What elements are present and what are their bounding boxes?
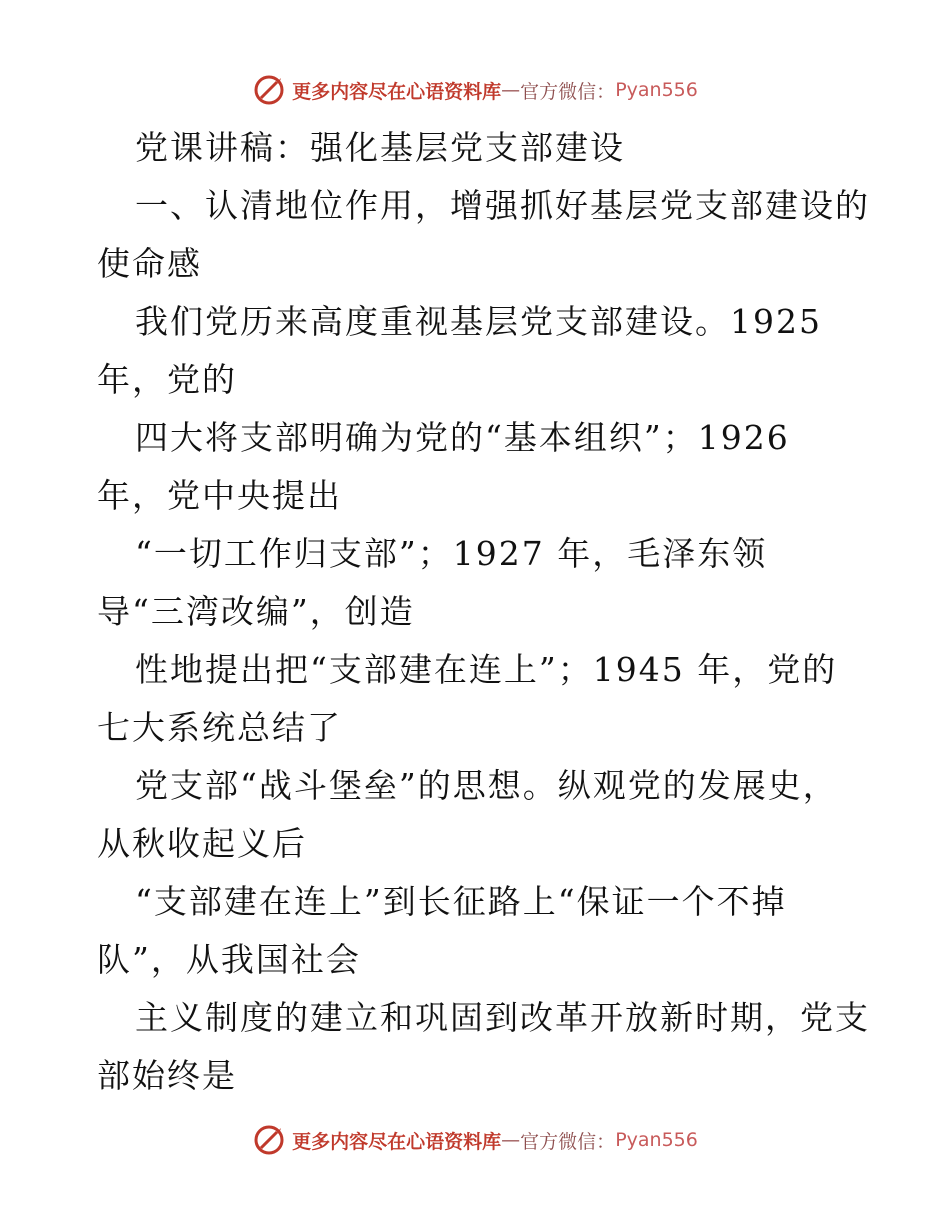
section-heading-1-cont: 使命感 bbox=[97, 244, 202, 283]
paragraph-line: 性地提出把“支部建在连上”；1945 年，党的 bbox=[135, 650, 838, 689]
paragraph-line: “支部建在连上”到长征路上“保证一个不掉 bbox=[135, 882, 787, 921]
quill-logo-icon bbox=[252, 1123, 286, 1157]
document-title: 党课讲稿：强化基层党支部建设 bbox=[135, 128, 625, 167]
paragraph-line: 部始终是 bbox=[97, 1056, 237, 1095]
watermark-dash: — bbox=[501, 79, 521, 101]
watermark-label: 官方微信： bbox=[520, 80, 616, 103]
paragraph-line: 我们党历来高度重视基层党支部建设。1925 bbox=[135, 302, 822, 341]
watermark-dash: — bbox=[501, 1129, 521, 1151]
paragraph-line: 从秋收起义后 bbox=[97, 824, 307, 863]
paragraph-line: 年，党中央提出 bbox=[97, 476, 342, 515]
paragraph-line: 四大将支部明确为党的“基本组织”；1926 bbox=[135, 418, 790, 457]
watermark-brand: 更多内容尽在心语资料库 bbox=[292, 80, 502, 103]
watermark-brand: 更多内容尽在心语资料库 bbox=[292, 1130, 502, 1153]
paragraph-line: 主义制度的建立和巩固到改革开放新时期，党支 bbox=[135, 998, 870, 1037]
paragraph-line: 导“三湾改编”，创造 bbox=[97, 592, 415, 631]
paragraph-line: 党支部“战斗堡垒”的思想。纵观党的发展史， bbox=[135, 766, 838, 805]
watermark-label: 官方微信： bbox=[520, 1130, 616, 1153]
watermark-id: Pyan556 bbox=[615, 79, 698, 101]
paragraph-line: 队”，从我国社会 bbox=[97, 940, 361, 979]
paragraph-line: 年，党的 bbox=[97, 360, 237, 399]
footer-watermark bbox=[0, 1120, 950, 1160]
paragraph-line: 七大系统总结了 bbox=[97, 708, 342, 747]
paragraph-line: “一切工作归支部”；1927 年，毛泽东领 bbox=[135, 534, 768, 573]
watermark-id: Pyan556 bbox=[615, 1129, 698, 1151]
section-heading-1: 一、认清地位作用，增强抓好基层党支部建设的 bbox=[135, 186, 870, 225]
